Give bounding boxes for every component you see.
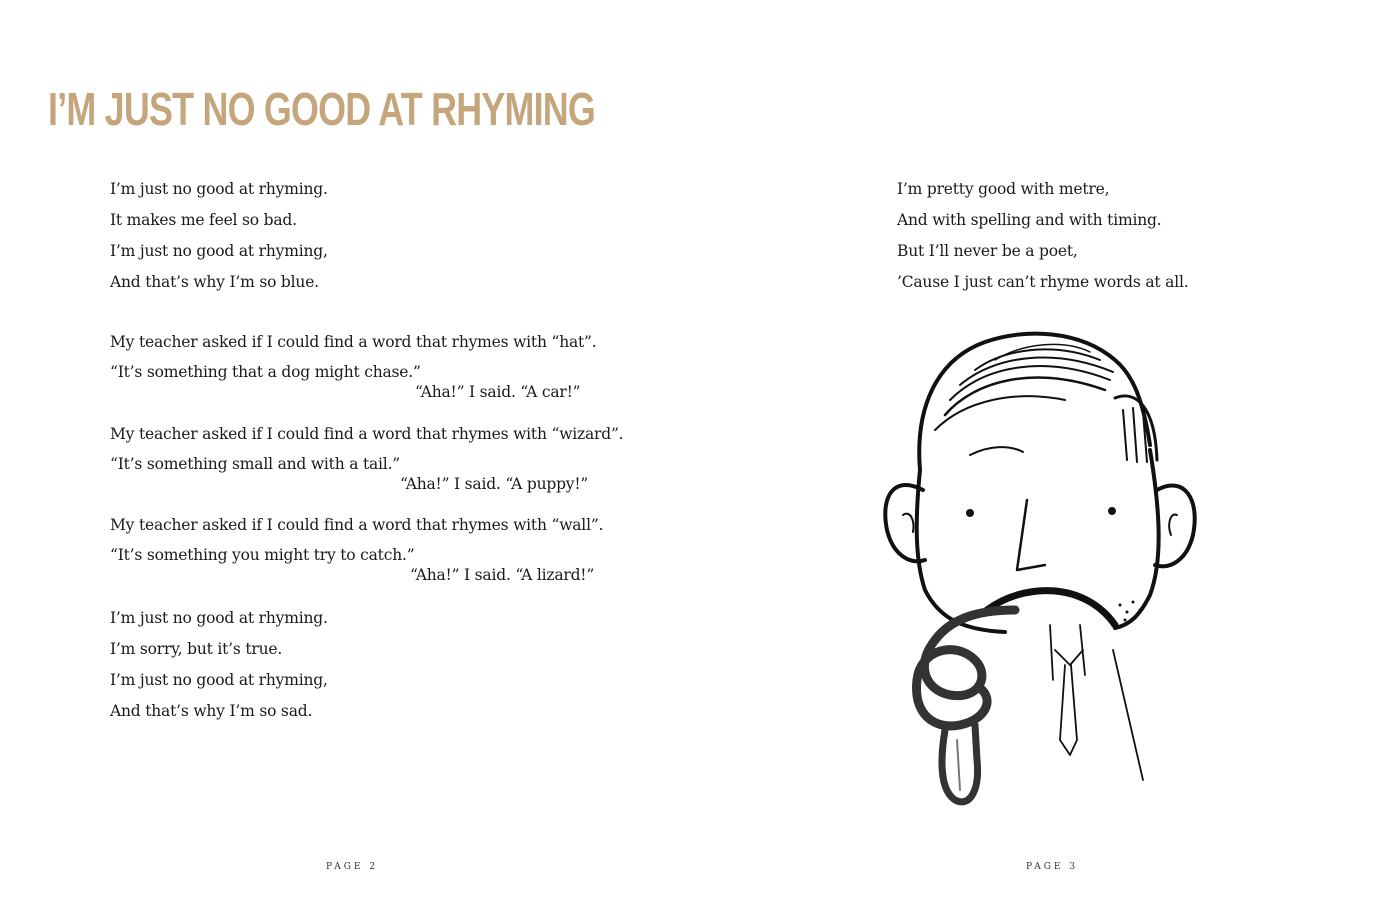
tie	[1060, 665, 1077, 755]
poem-line: I’m sorry, but it’s true.	[110, 640, 283, 658]
poem-line: I’m just no good at rhyming,	[110, 671, 328, 689]
left-eyebrow	[970, 447, 1023, 455]
nose	[1017, 500, 1045, 570]
poem-line: It makes me feel so bad.	[110, 211, 297, 229]
teacher-hint: “It’s something that a dog might chase.”	[110, 363, 421, 381]
poem-line: But I’ll never be a poet,	[897, 242, 1078, 260]
right-ear	[1155, 486, 1195, 567]
teacher-hint: “It’s something you might try to catch.”	[110, 546, 415, 564]
poem-line: I’m just no good at rhyming.	[110, 609, 328, 627]
student-answer: “Aha!” I said. “A car!”	[415, 383, 581, 401]
student-answer: “Aha!” I said. “A lizard!”	[410, 566, 595, 584]
collar	[1050, 625, 1085, 680]
right-eye	[1108, 507, 1116, 515]
poem-line: I’m just no good at rhyming,	[110, 242, 328, 260]
page-number: PAGE 3	[1026, 862, 1079, 872]
poem-line: ’Cause I just can’t rhyme words at all.	[897, 273, 1189, 291]
closing-stanza	[110, 603, 328, 727]
poem-line: I’m pretty good with metre,	[897, 180, 1110, 198]
poem-title: I’M JUST NO GOOD AT RHYMING	[48, 83, 596, 135]
teacher-question: My teacher asked if I could find a word that rhymes with “wizard”.	[110, 425, 624, 443]
poem-line: And with spelling and with timing.	[897, 211, 1162, 229]
teacher-question: My teacher asked if I could find a word that rhymes with “wall”.	[110, 516, 604, 534]
teacher-hint: “It’s something small and with a tail.”	[110, 455, 401, 473]
page-number: PAGE 2	[326, 862, 379, 872]
right-stanza	[897, 174, 1188, 298]
hair	[919, 334, 1150, 470]
teacher-question: My teacher asked if I could find a word that rhymes with “hat”.	[110, 333, 597, 351]
exchange-hat	[110, 332, 597, 402]
man-with-knotted-tongue-illustration	[865, 320, 1225, 810]
right-page	[700, 0, 1400, 900]
student-answer: “Aha!” I said. “A puppy!”	[400, 475, 589, 493]
left-eye	[966, 509, 974, 517]
exchange-wall	[110, 515, 603, 585]
exchange-wizard	[110, 424, 623, 494]
poem-line: And that’s why I’m so sad.	[110, 702, 313, 720]
opening-stanza	[110, 174, 328, 298]
poem-line: And that’s why I’m so blue.	[110, 273, 319, 291]
poem-line: I’m just no good at rhyming.	[110, 180, 328, 198]
